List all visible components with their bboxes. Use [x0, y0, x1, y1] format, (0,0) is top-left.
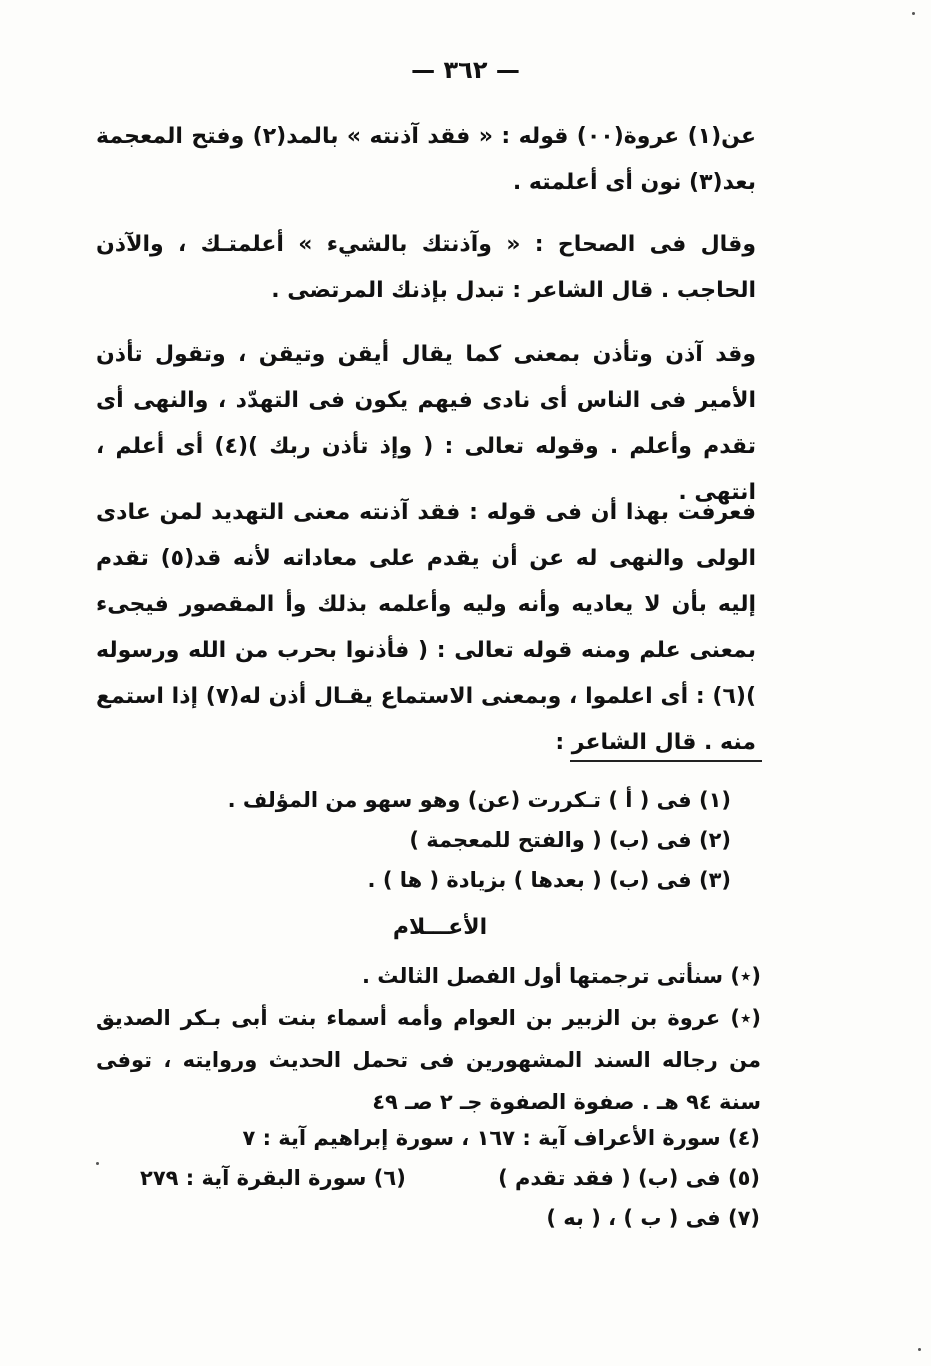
paragraph-2: وقال فى الصحاح : « وآذنتك بالشيء » أعلمتـك ، والآذن الحاجب . قال الشاعر : تبدل بإذنك المرتضى . [96, 232, 756, 303]
alam-notes [96, 955, 761, 1123]
scan-speck [96, 1162, 99, 1165]
scan-speck [918, 1348, 921, 1351]
footnote-3: (٣) فى (ب) ( بعدها ) بزيادة ( ها ) . [367, 868, 731, 892]
paragraph-4: فعرفت بهذا أن فى قوله : فقد آذنته معنى التهديد لمن عادى الولى والنهى له عن أن يقدم على معاداته لأنه قد(٥) تقدم إليه بأن لا يعاديه وأنه وليه وأعلمه بذلك وأ المقصور فيجىء بمعنى علم ومنه قوله تعالى : ( فأذنوا بحرب من الله ورسوله )(٦) : أى اعلموا ، وبمعنى الاستماع يقـال أذن له(٧) إذا استمع منه . قال الشاعر : [96, 500, 756, 755]
footnote-7: (٧) فى ( ب ) ، ( به ) [546, 1206, 760, 1230]
footnote-6: (٦) سورة البقرة آية : ٢٧٩ [140, 1166, 406, 1190]
footnote-2: (٢) فى (ب) ( والفتح للمعجمة ) [409, 828, 731, 852]
footnote-4: (٤) سورة الأعراف آية : ١٦٧ ، سورة إبراهيم آية : ٧ [242, 1126, 760, 1150]
footnote-row-5-6 [140, 1158, 760, 1198]
paragraph-3: وقد آذن وتأذن بمعنى كما يقال أيقن وتيقن ، وتقول تأذن الأمير فى الناس أى نادى فيهم يكون فى التهدّد ، والنهى أى تقدم وأعلم . وقوله تعالى : ( وإذ تأذن ربك )(٤) أى أعلم ، انتهى . [96, 342, 756, 505]
footnote-5: (٥) فى (ب) ( فقد تقدم ) [498, 1166, 760, 1190]
alam-note-1: (٭) سنأتى ترجمتها أول الفصل الثالث . [362, 964, 761, 988]
footnotes-bottom [140, 1118, 760, 1238]
footnote-1: (١) فى ( أ ) تـكررت (عن) وهو سهو من المؤلف . [227, 788, 731, 812]
footnotes-top [171, 780, 731, 900]
footnote-divider [570, 760, 762, 762]
page-number: — ٣٦٢ — [411, 56, 520, 84]
scan-speck [912, 12, 915, 15]
alam-note-2: (٭) عروة بن الزبير بن العوام وأمه أسماء بنت أبى بـكر الصديق من رجاله السند المشهورين فى تحمل الحديث وروايته ، توفى سنة ٩٤ هـ . صفوة الصفوة جـ ٢ صـ ٤٩ [96, 1006, 761, 1114]
alam-heading: الأعـــلام [392, 915, 488, 940]
paragraph-1: عن(١) عروة(٠٠) قوله : « فقد آذنته » بالمد(٢) وفتح المعجمة بعد(٣) نون أى أعلمته . [96, 124, 756, 195]
